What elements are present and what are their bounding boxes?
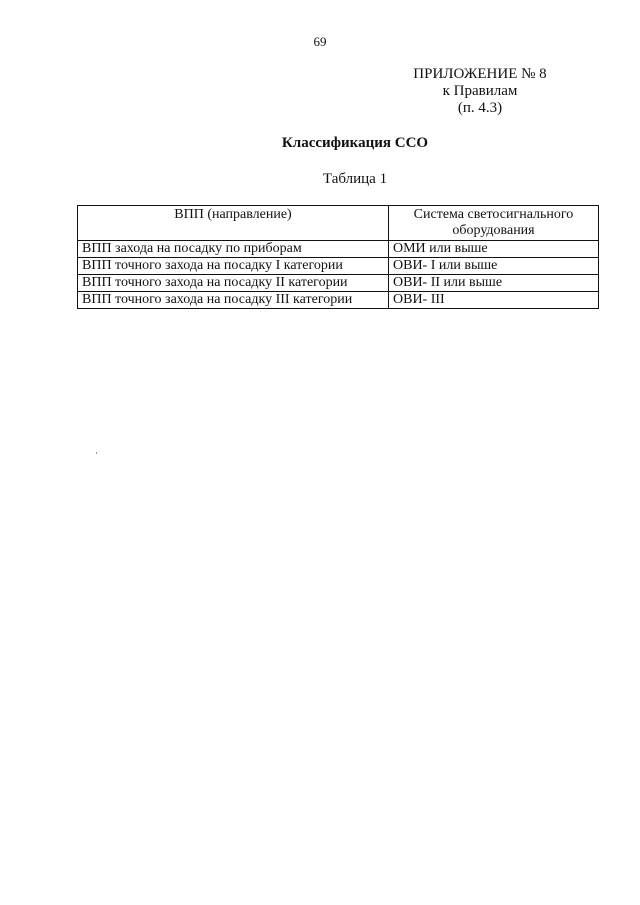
cell-lighting-system: ОВИ- II или выше <box>389 275 599 292</box>
header-lighting-system: Система светосигнального оборудования <box>389 206 599 241</box>
table-row <box>78 275 599 292</box>
table-header-row <box>78 206 599 241</box>
document-title: Классификация ССО <box>281 135 429 151</box>
table-row <box>78 292 599 309</box>
appendix-block <box>380 66 580 117</box>
cell-lighting-system: ОВИ- I или выше <box>389 258 599 275</box>
page-number: 69 <box>313 34 327 49</box>
table-row <box>78 241 599 258</box>
classification-table <box>77 205 599 309</box>
appendix-paragraph-reference: (п. 4.3) <box>457 100 503 116</box>
cell-lighting-system: ОМИ или выше <box>389 241 599 258</box>
cell-runway: ВПП точного захода на посадку I категории <box>78 258 389 275</box>
cell-runway: ВПП захода на посадку по приборам <box>78 241 389 258</box>
header-runway: ВПП (направление) <box>78 206 389 241</box>
cell-lighting-system: ОВИ- III <box>389 292 599 309</box>
scan-speck <box>96 452 97 454</box>
appendix-rules-reference: к Правилам <box>442 83 518 99</box>
table-row <box>78 258 599 275</box>
cell-runway: ВПП точного захода на посадку II категории <box>78 275 389 292</box>
table-caption: Таблица 1 <box>322 171 388 187</box>
appendix-number: ПРИЛОЖЕНИЕ № 8 <box>413 66 547 82</box>
cell-runway: ВПП точного захода на посадку III категории <box>78 292 389 309</box>
